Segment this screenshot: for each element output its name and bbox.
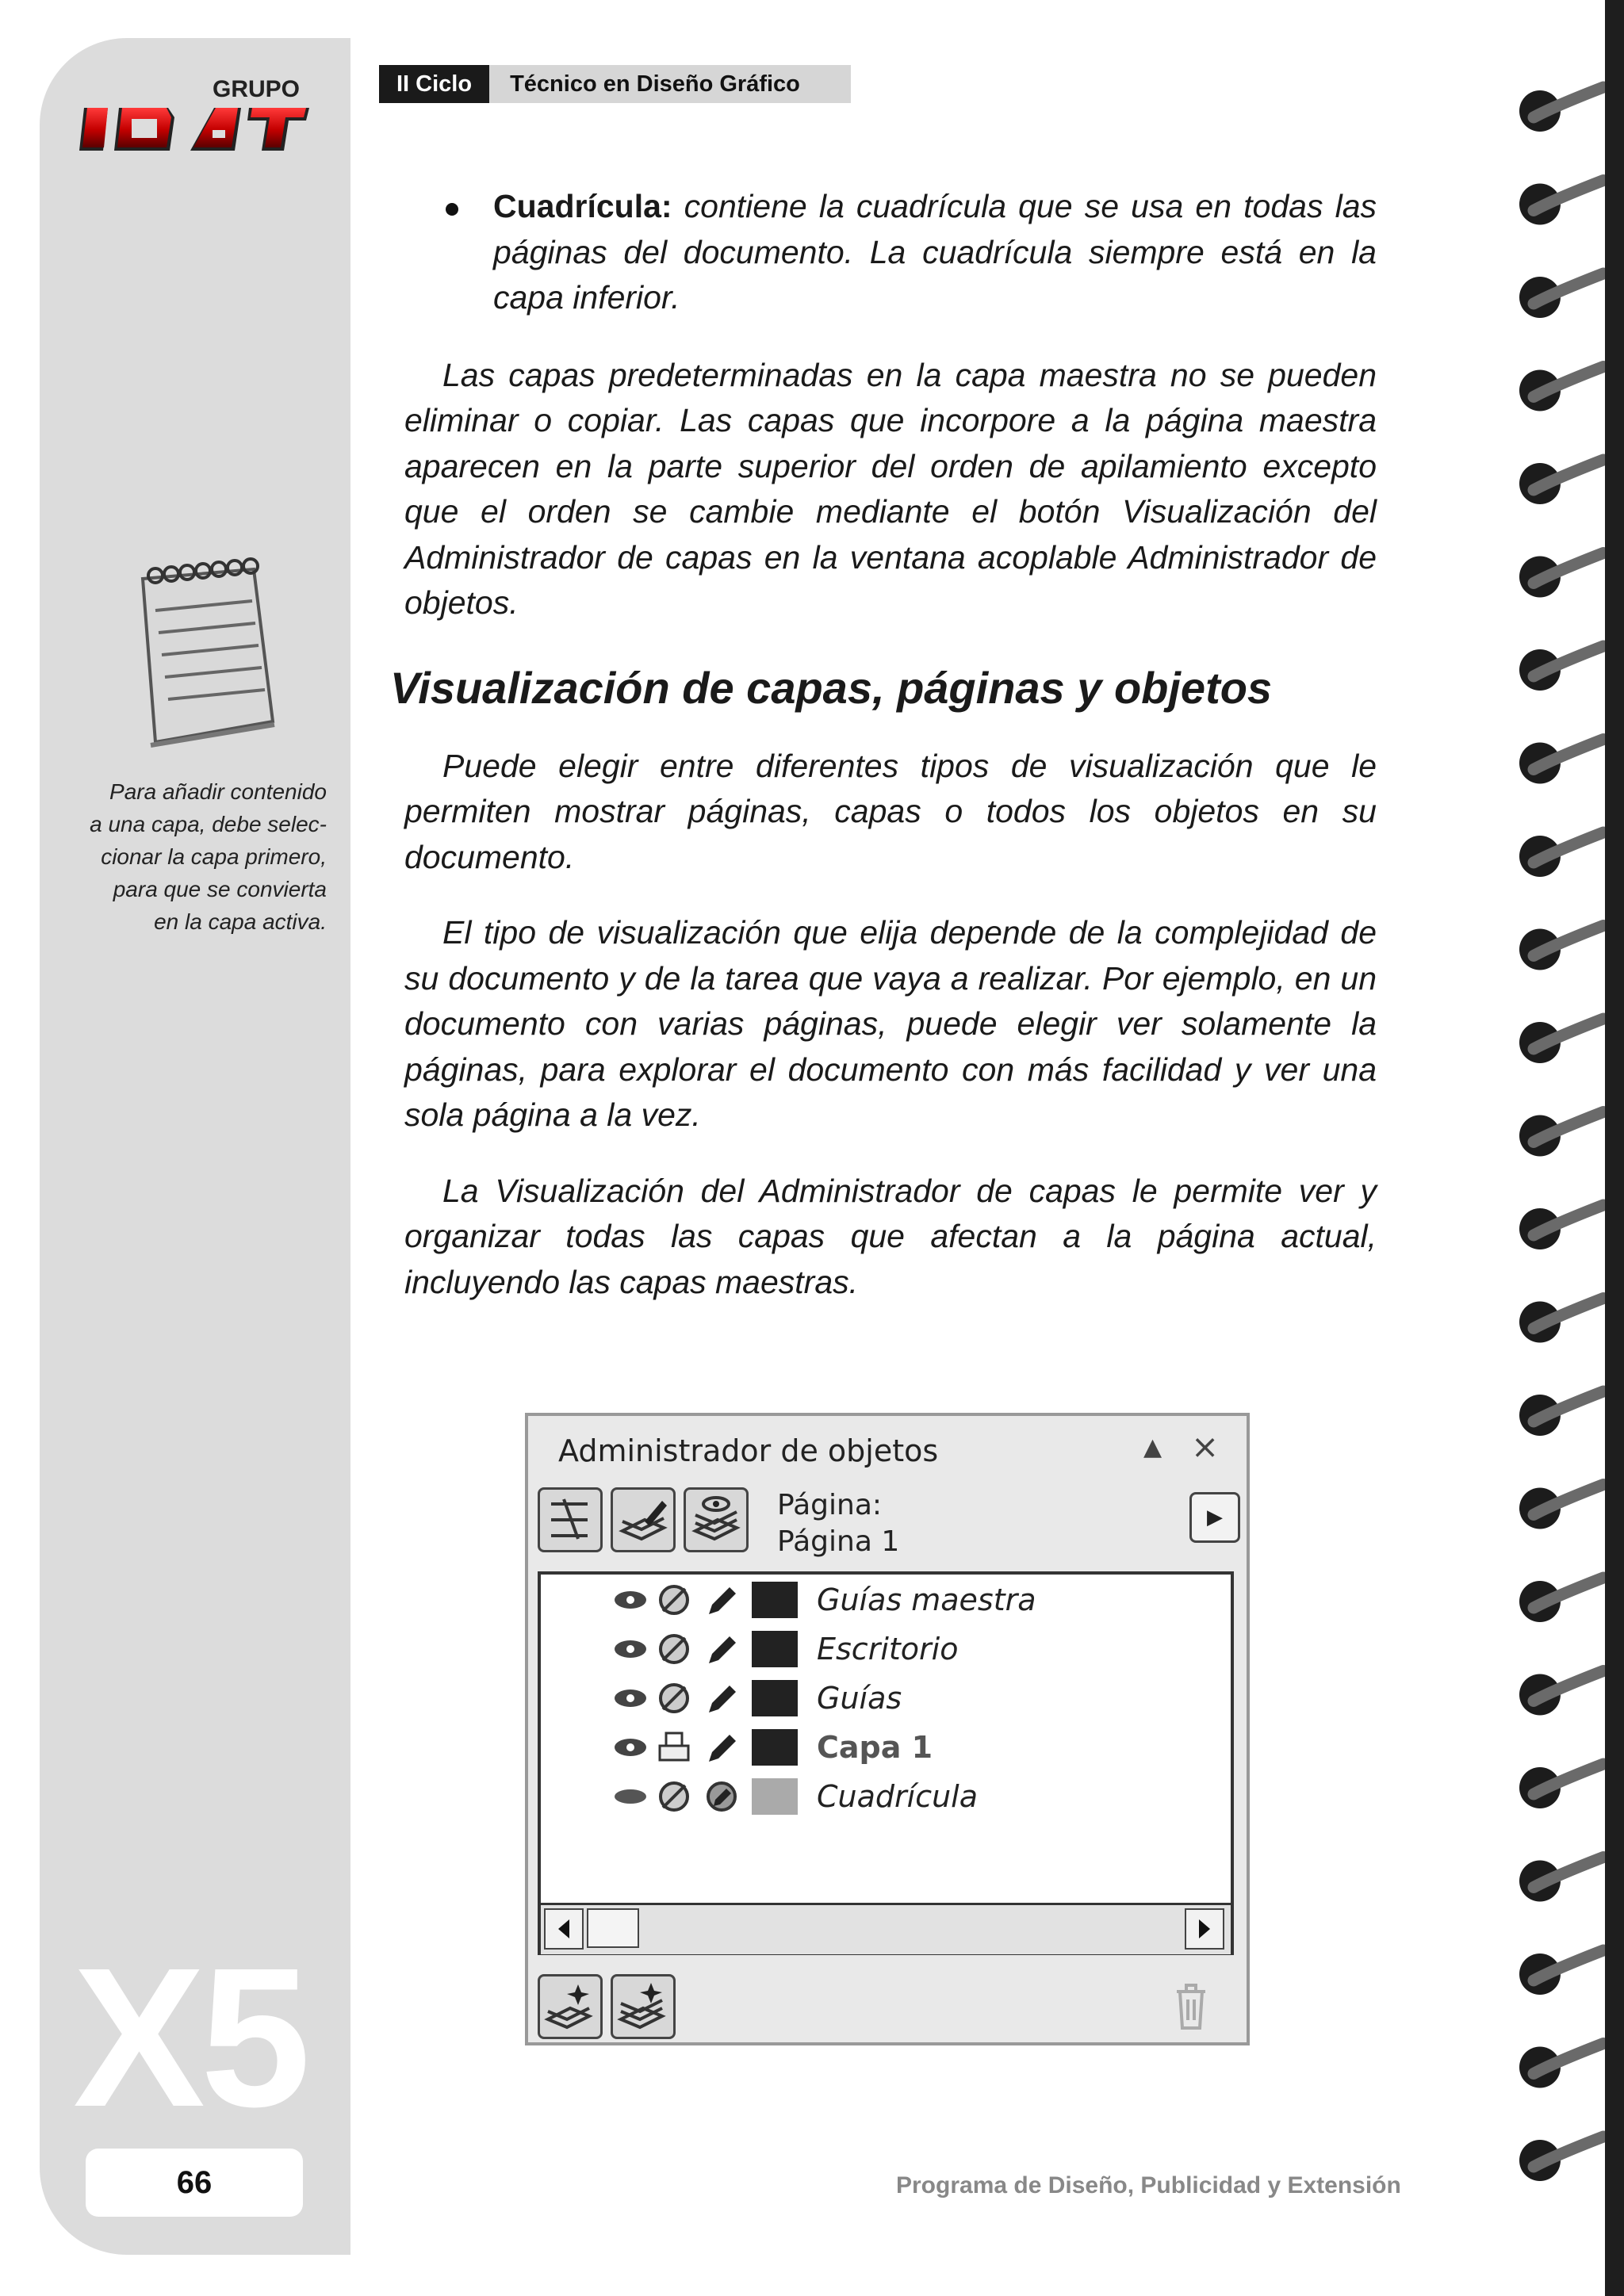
paragraph: Puede elegir entre diferentes tipos de visualización que le permiten mostrar páginas, capas o todos los objetos en su documento. [404, 747, 1377, 875]
edit-across-layers-button[interactable] [611, 1487, 676, 1552]
properties-icon [540, 1490, 600, 1550]
main-content [390, 184, 1377, 1335]
pencil-icon[interactable] [704, 1582, 739, 1617]
idat-logo [79, 101, 309, 157]
play-arrow-icon: ▶ [1207, 1506, 1223, 1529]
trash-icon[interactable] [1172, 1980, 1210, 2031]
sidebar [40, 38, 350, 2255]
layer-row[interactable] [541, 1627, 1231, 1671]
section-heading: Visualización de capas, páginas y objetos [390, 662, 1273, 713]
layer-list [538, 1571, 1234, 1955]
scroll-right-icon[interactable] [1185, 1908, 1224, 1950]
pencil-icon[interactable] [704, 1632, 739, 1667]
page-menu-button[interactable] [1189, 1492, 1240, 1543]
layer-name[interactable]: Guías maestra [817, 1582, 1036, 1617]
layer-name[interactable]: Escritorio [817, 1632, 959, 1667]
layer-color-swatch[interactable] [752, 1778, 798, 1815]
side-note-line: a una capa, debe selec- [90, 812, 327, 836]
layer-color-swatch[interactable] [752, 1729, 798, 1766]
printer-disabled-icon[interactable] [657, 1779, 691, 1814]
new-layer-button[interactable] [538, 1974, 603, 2039]
eye-icon[interactable] [612, 1637, 649, 1661]
side-note [56, 775, 327, 938]
layer-name[interactable]: Cuadrícula [817, 1779, 979, 1814]
page-label: Página: [777, 1489, 883, 1521]
bullet-item [404, 184, 1377, 321]
show-properties-button[interactable] [538, 1487, 603, 1552]
bullet-dot [446, 203, 458, 216]
cycle-label: II Ciclo [379, 65, 489, 103]
paragraph: La Visualización del Administrador de capas le permite ver y organizar todas las capas que afectan a la página actual, incluyendo las capas maestras. [404, 1172, 1377, 1300]
layer-row[interactable] [541, 1774, 1231, 1819]
close-icon[interactable]: × [1191, 1427, 1220, 1466]
spiral-binding [1507, 0, 1605, 2296]
binding-strip [1605, 0, 1624, 2296]
side-note-line: en la capa activa. [154, 909, 327, 934]
footer-text: Programa de Diseño, Publicidad y Extensión [896, 2172, 1401, 2198]
object-manager-panel [525, 1413, 1250, 2045]
layer-color-swatch[interactable] [752, 1631, 798, 1667]
side-note-line: cionar la capa primero, [101, 844, 327, 869]
eye-icon[interactable] [612, 1686, 649, 1710]
printer-disabled-icon[interactable] [657, 1632, 691, 1667]
page-number: 66 [86, 2149, 303, 2217]
version-mark: X5 [73, 1927, 306, 2148]
course-label: Técnico en Diseño Gráfico [489, 65, 851, 103]
scroll-thumb[interactable] [587, 1908, 639, 1948]
layer-name-active[interactable]: Capa 1 [817, 1730, 933, 1765]
eye-icon[interactable] [612, 1588, 649, 1612]
layer-row[interactable] [541, 1578, 1231, 1622]
logo-grupo-text: GRUPO [213, 76, 301, 102]
bullet-text: contiene la cuadrícula que se usa en todas las páginas del documento. La cuadrícula siempre está en la capa inferior. [493, 188, 1377, 316]
header-bar [379, 65, 851, 103]
printer-disabled-icon[interactable] [657, 1681, 691, 1716]
eye-icon[interactable] [612, 1735, 649, 1759]
eye-closed-icon[interactable] [612, 1785, 649, 1808]
page-indicator [777, 1487, 899, 1560]
layer-view-icon [686, 1490, 746, 1550]
horizontal-scrollbar[interactable] [541, 1903, 1231, 1954]
layer-color-swatch[interactable] [752, 1680, 798, 1716]
side-note-line: Para añadir contenido [109, 779, 327, 804]
edit-layers-icon [613, 1490, 673, 1550]
pencil-disabled-icon[interactable] [704, 1779, 739, 1814]
paragraph: Las capas predeterminadas en la capa maestra no se pueden eliminar o copiar. Las capas que incorpore a la página maestra aparecen en la parte superior del orden de apilamiento excepto que el orden se cambie mediante el botón Visualización del Administrador de capas en la ventana acoplable Administrador de objetos. [404, 356, 1377, 621]
notepad-icon [119, 555, 285, 761]
collapse-icon[interactable]: ▲ [1143, 1433, 1162, 1461]
layer-row[interactable] [541, 1725, 1231, 1770]
new-master-layer-icon [613, 1976, 673, 2037]
scroll-left-icon[interactable] [544, 1908, 584, 1950]
layer-row[interactable] [541, 1676, 1231, 1720]
layer-name[interactable]: Guías [817, 1681, 902, 1716]
new-master-layer-button[interactable] [611, 1974, 676, 2039]
new-layer-icon [540, 1976, 600, 2037]
bullet-term: Cuadrícula: [493, 188, 672, 224]
page-value: Página 1 [777, 1525, 900, 1558]
printer-disabled-icon[interactable] [657, 1582, 691, 1617]
pencil-icon[interactable] [704, 1730, 739, 1765]
panel-title: Administrador de objetos [558, 1433, 939, 1468]
pencil-icon[interactable] [704, 1681, 739, 1716]
side-note-line: para que se convierta [113, 877, 327, 901]
layer-color-swatch[interactable] [752, 1582, 798, 1618]
layer-manager-view-button[interactable] [684, 1487, 749, 1552]
printer-icon[interactable] [657, 1730, 691, 1765]
paragraph: El tipo de visualización que elija depende de la complejidad de su documento y de la tarea que vaya a realizar. Por ejemplo, en un documento con varias páginas, puede elegir ver solamente la páginas, para explorar el documento con más facilidad y ver una sola página a la vez. [404, 914, 1377, 1133]
